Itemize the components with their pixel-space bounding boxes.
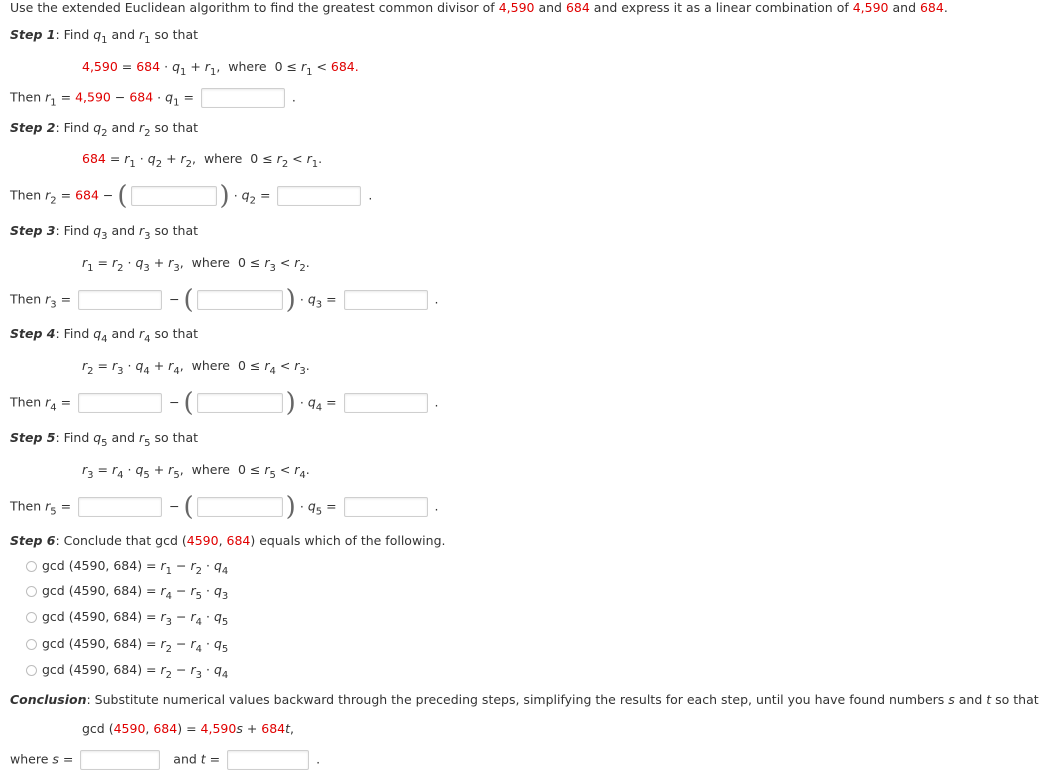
step5-then: Then $r_5$ = − ( ) · $q_5$ = . [10,492,439,522]
step4-heading: Step 4: Find $q_4$ and $r_4$ so that [10,326,199,345]
step3-equation: $r_1 = r_2 \cdot q_3 + r_3$, where $0 \le r_3 < r_2$. [82,255,310,274]
step4-first-input[interactable] [78,393,162,413]
option-1[interactable]: gcd (4590, $684) = r_1 - r_2 \cdot q_4$ [26,557,228,575]
option-4-radio[interactable] [26,639,37,650]
r1-input[interactable] [201,88,285,108]
step3-then: Then $r_3$ = − ( ) · $q_3$ = . [10,285,439,315]
r3-input[interactable] [344,290,428,310]
step5-equation: $r_3 = r_4 \cdot q_5 + r_5$, where $0 \le r_5 < r_4$. [82,462,310,481]
step6-heading: Step 6: Conclude that gcd (4590, 684) equals which of the following. [10,533,446,548]
s-input[interactable] [80,750,160,770]
option-3-radio[interactable] [26,612,37,623]
conclusion-answers: where s = and t = . [10,750,320,770]
step1-then: Then $r_1 = 4,590 - 684 \cdot q_1$ = . [10,89,296,109]
step2-paren-input[interactable] [131,186,217,206]
option-2-radio[interactable] [26,586,37,597]
step2-then: Then $r_2 = 684$ − ( ) · $q_2$ = . [10,181,373,211]
conclusion-text: Conclusion: Substitute numerical values backward through the preceding steps, simplifying the results for each step, until you have found numbers s and t so that [10,692,1039,707]
step4-then: Then $r_4$ = − ( ) · $q_4$ = . [10,388,439,418]
step1-heading: Step 1: Find $q_1$ and $r_1$ so that [10,27,199,46]
conclusion-equation: gcd (4590, 684) = 4,590s + 684t, [82,721,295,736]
option-1-radio[interactable] [26,561,37,572]
option-5[interactable]: gcd (4590, $684) = r_2 - r_3 \cdot q_4$ [26,661,228,679]
t-input[interactable] [227,750,309,770]
option-2[interactable]: gcd (4590, $684) = r_4 - r_5 \cdot q_3$ [26,582,228,600]
step2-equation: $684 = r_1 \cdot q_2 + r_2$, where $0 \le r_2 < r_1$. [82,151,323,170]
option-4[interactable]: gcd (4590, $684) = r_2 - r_4 \cdot q_5$ [26,635,228,653]
step1-equation: $4,590 = 684 \cdot q_1 + r_1$, where $0 \le r_1 < 684$. [82,59,359,78]
r4-input[interactable] [344,393,428,413]
step5-paren-input[interactable] [197,497,283,517]
step3-paren-input[interactable] [197,290,283,310]
intro-text: Use the extended Euclidean algorithm to find the greatest common divisor of 4,590 and 684 and express it as a linear combination of 4,590 and 684. [10,0,948,15]
step2-heading: Step 2: Find $q_2$ and $r_2$ so that [10,120,199,139]
step3-heading: Step 3: Find $q_3$ and $r_3$ so that [10,223,199,242]
step5-heading: Step 5: Find $q_5$ and $r_5$ so that [10,430,199,449]
step4-paren-input[interactable] [197,393,283,413]
r2-input[interactable] [277,186,361,206]
r5-input[interactable] [344,497,428,517]
option-5-radio[interactable] [26,665,37,676]
step5-first-input[interactable] [78,497,162,517]
step3-first-input[interactable] [78,290,162,310]
option-3[interactable]: gcd (4590, $684) = r_3 - r_4 \cdot q_5$ [26,608,228,626]
step4-equation: $r_2 = r_3 \cdot q_4 + r_4$, where $0 \le r_4 < r_3$. [82,358,310,377]
